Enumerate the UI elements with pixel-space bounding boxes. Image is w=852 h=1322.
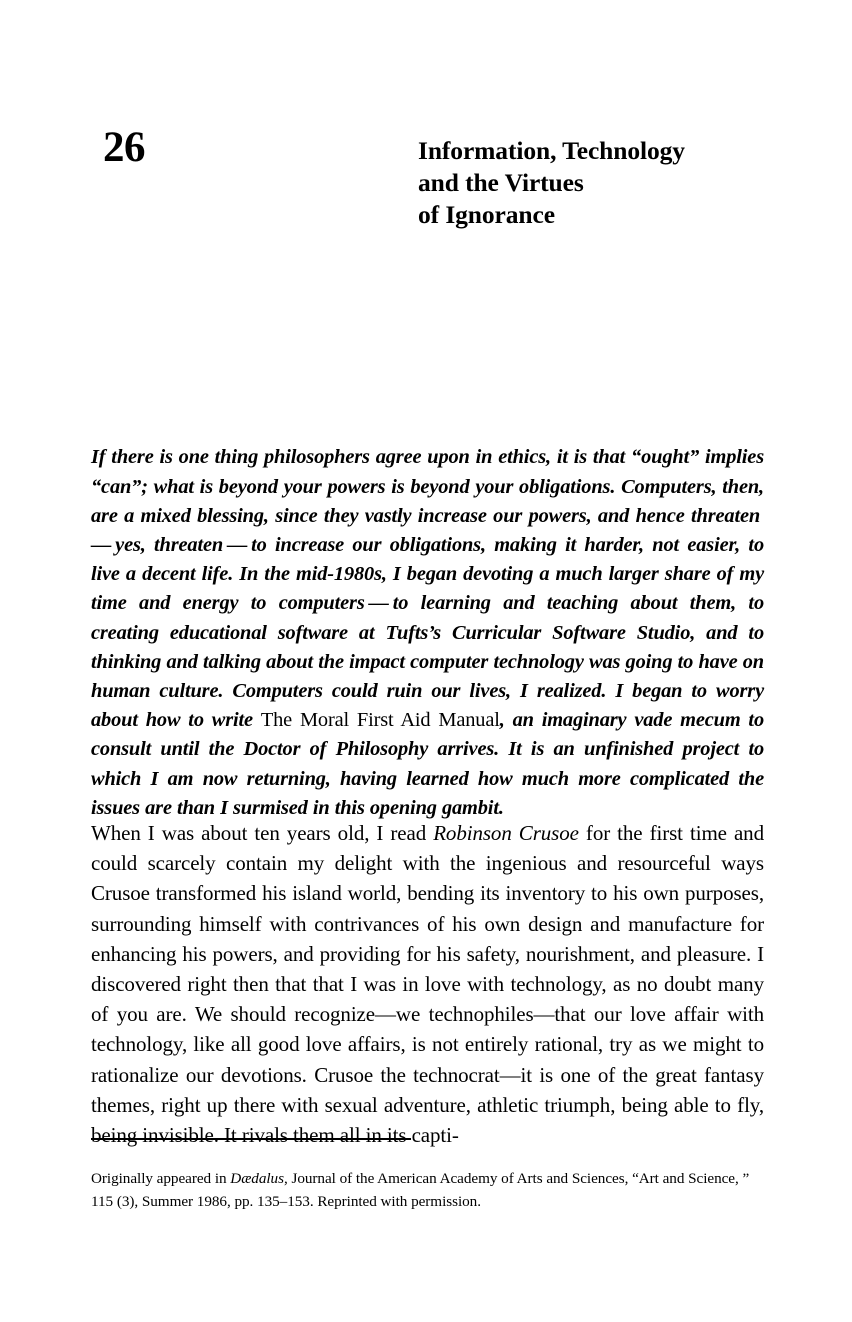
epigraph-text-part-2: , an imaginary vade mecum to consult until the Doctor of Philosophy arrives. It is an unfinished project to which I am now returning, having learned how much more complicated the issues are than I surmised in this opening gambit. bbox=[91, 709, 764, 819]
chapter-title-line-1: Information, Technology bbox=[418, 136, 685, 166]
footnote-separator-rule bbox=[91, 1138, 411, 1140]
epigraph-text-part-1: If there is one thing philosophers agree upon in ethics, it is that “ought” implies “can”; what is beyond your powers is beyond your obligations. Computers, then, are a mixed blessing, since they vastly increase our powers, and hence threaten — yes, threaten — to increase our obligations, making it harder, not easier, to live a decent life. In the mid-1980s, I began devoting a much larger share of my time and energy to computers — to learning and teaching about them, to creating educational software at Tufts’s Curricular Software Studio, and to thinking and talking about the impact computer technology was going to have on human culture. Computers could ruin our lives, I realized. I began to worry about how to write bbox=[91, 446, 764, 732]
footnote-text-part-2: , Journal of the American Academy of Arts and Sciences, “Art and Science, ” 115 (3), Summer 1986, pp. 135–153. Reprinted with permission. bbox=[91, 1170, 750, 1211]
body-text-part-1: When I was about ten years old, I read bbox=[91, 821, 434, 845]
epigraph-paragraph bbox=[91, 443, 764, 823]
footnote-text-part-1: Originally appeared in bbox=[91, 1170, 231, 1188]
footnote-journal-name: Dædalus bbox=[230, 1170, 284, 1188]
body-text-part-2: for the first time and could scarcely contain my delight with the ingenious and resourceful ways Crusoe transformed his island world, bending its inventory to his own purposes, surrounding himself with contrivances of his own design and manufacture for enhancing his powers, and providing for his safety, nourishment, and pleasure. I discovered right then that that I was in love with technology, as no doubt many of you are. We should recognize—we technophiles—that our love affair with technology, like all good love affairs, is not entirely rational, try as we might to rationalize our devotions. Crusoe the technocrat—it is one of the great fantasy themes, right up there with sexual adventure, athletic triumph, being able to fly, being invisible. It rivals them all in its capti- bbox=[91, 821, 764, 1148]
chapter-number: 26 bbox=[103, 124, 145, 171]
chapter-header bbox=[91, 118, 763, 238]
chapter-title bbox=[418, 135, 763, 231]
chapter-title-line-2: and the Virtues bbox=[418, 168, 584, 198]
body-italic-title: Robinson Crusoe bbox=[433, 821, 579, 845]
body-paragraph bbox=[91, 818, 764, 1150]
chapter-title-line-3: of Ignorance bbox=[418, 200, 555, 230]
footnote-credit bbox=[91, 1167, 764, 1213]
epigraph-roman-title: The Moral First Aid Manual bbox=[260, 709, 500, 732]
